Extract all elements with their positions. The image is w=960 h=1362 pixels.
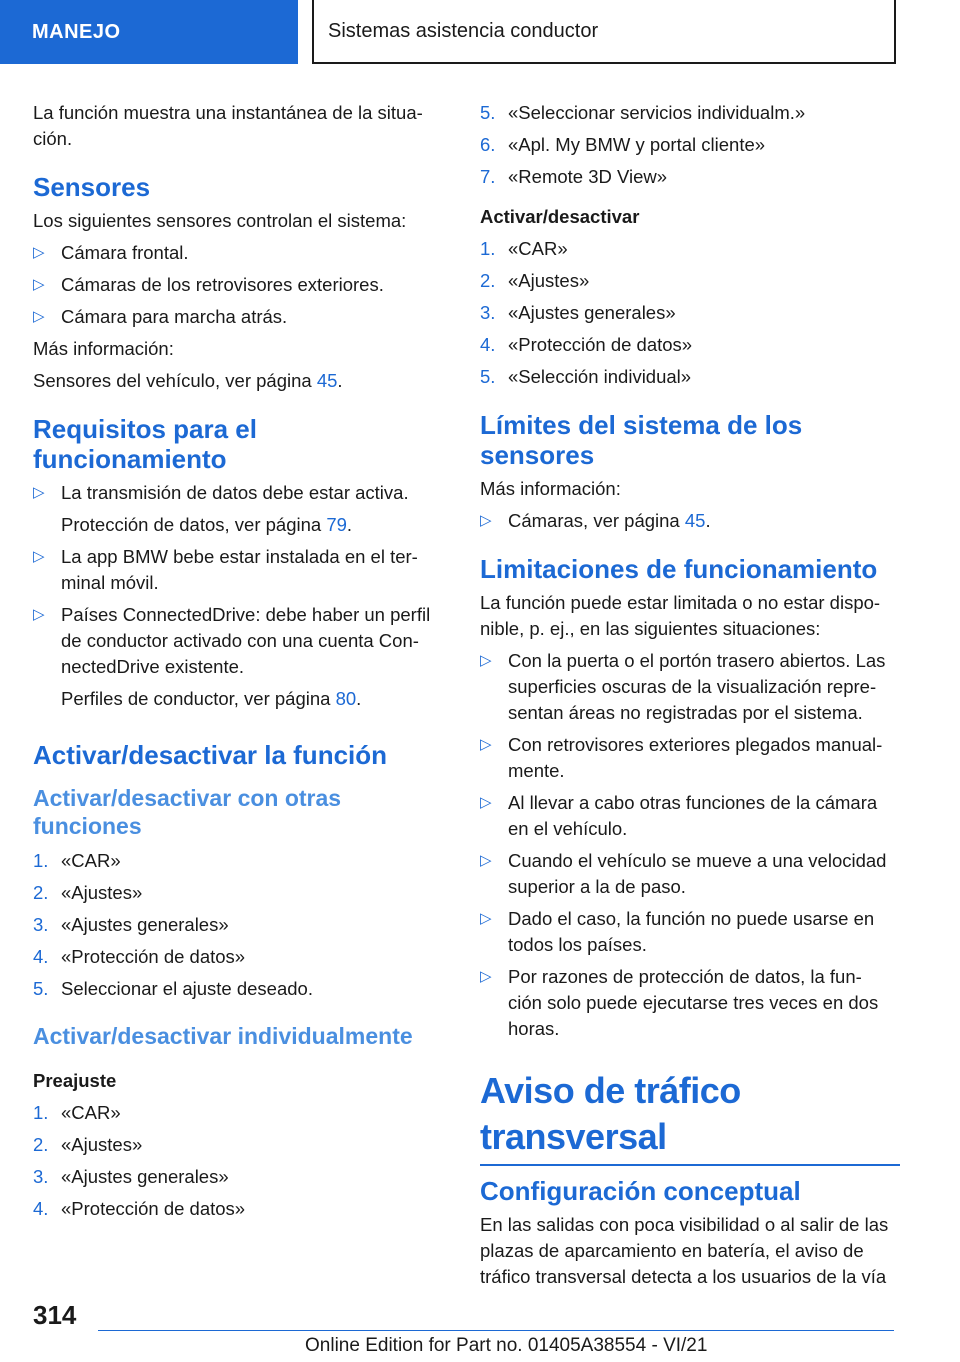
step-item xyxy=(480,364,900,390)
sensores-intro: Los siguientes sensores controlan el sistema: xyxy=(33,210,407,231)
page-link[interactable]: 79 xyxy=(326,514,347,535)
more-info-ref: Sensores del vehículo, ver página 45. xyxy=(33,370,343,391)
triangle-bullet-icon: ▷ xyxy=(480,652,492,669)
continued-steps xyxy=(480,100,900,190)
step-number: 5. xyxy=(480,102,496,123)
step-number: 2. xyxy=(33,1134,49,1155)
step-text: «Protección de datos» xyxy=(61,1198,246,1219)
requisitos-list xyxy=(33,480,443,506)
step-item xyxy=(480,236,900,262)
limites-list xyxy=(480,508,900,534)
aviso-heading: Aviso de tráfico transversal xyxy=(480,1068,900,1166)
list-item: ▷ Cámaras de los retrovisores exteriores. xyxy=(33,272,443,298)
step-number: 4. xyxy=(33,946,49,967)
right-column xyxy=(480,100,900,1296)
limitaciones-heading: Limitaciones de funcionamiento xyxy=(480,554,878,584)
step-item xyxy=(480,132,900,158)
step-text: «Ajustes generales» xyxy=(61,1166,229,1187)
list-item xyxy=(480,964,900,1042)
step-number: 2. xyxy=(33,882,49,903)
step-text: «CAR» xyxy=(61,850,121,871)
step-text: «Protección de datos» xyxy=(508,334,693,355)
step-text: «Ajustes» xyxy=(61,1134,143,1155)
list-item-text: Con la puerta o el portón trasero abiertos. Las superficies oscuras de la visualización repre‑ sentan áreas no registradas por el sistema. xyxy=(508,650,886,723)
step-item xyxy=(33,976,443,1002)
triangle-bullet-icon: ▷ xyxy=(480,736,492,753)
step-item xyxy=(33,912,443,938)
step-item xyxy=(480,100,900,126)
footer-edition: Online Edition for Part no. 01405A38554 - VI/21 xyxy=(305,1335,708,1356)
step-item xyxy=(480,164,900,190)
step-number: 6. xyxy=(480,134,496,155)
step-text: «CAR» xyxy=(508,238,568,259)
list-item: ▷ La transmisión de datos debe estar activa. xyxy=(33,480,443,506)
triangle-bullet-icon: ▷ xyxy=(33,276,45,293)
sensores-heading: Sensores xyxy=(33,172,151,202)
activar-heading: Activar/desactivar la función xyxy=(33,740,388,770)
page-link[interactable]: 80 xyxy=(335,688,357,709)
list-item: ▷ Cámara para marcha atrás. xyxy=(33,304,443,330)
footer-divider xyxy=(98,1330,894,1331)
step-text: «Selección individual» xyxy=(508,366,692,387)
step-text: «Apl. My BMW y portal cliente» xyxy=(508,134,766,155)
limites-heading: Límites del sistema de los sensores xyxy=(480,410,803,470)
triangle-bullet-icon: ▷ xyxy=(33,244,45,261)
step-text: «Ajustes generales» xyxy=(61,914,229,935)
step-text: «Remote 3D View» xyxy=(508,166,668,187)
step-text: «Seleccionar servicios individualm.» xyxy=(508,102,806,123)
list-item: ▷ La app BMW bebe estar instalada en el ter‑ minal móvil. xyxy=(33,546,418,593)
step-number: 7. xyxy=(480,166,496,187)
activar-individual-heading: Activar/desactivar individualmente xyxy=(33,1023,413,1049)
triangle-bullet-icon: ▷ xyxy=(480,968,492,985)
step-item xyxy=(33,880,443,906)
step-number: 2. xyxy=(480,270,496,291)
toggle-steps xyxy=(480,236,900,390)
step-text: «Ajustes generales» xyxy=(508,302,676,323)
cross-reference: Perfiles de conductor, ver página 80. xyxy=(61,688,362,709)
limitaciones-list xyxy=(480,648,900,1042)
activar-otras-steps xyxy=(33,848,443,1002)
step-number: 1. xyxy=(33,1102,49,1123)
page-link[interactable]: 45 xyxy=(316,370,338,391)
step-text: «Ajustes» xyxy=(61,882,143,903)
configuracion-heading: Configuración conceptual xyxy=(480,1176,801,1206)
list-item: ▷ Países ConnectedDrive: debe haber un perfil de conductor activado con una cuenta Con‑ nectedDrive existente. xyxy=(33,604,431,677)
more-info-label: Más información: xyxy=(33,338,174,359)
step-item xyxy=(33,944,443,970)
section-header: Sistemas asistencia conductor xyxy=(312,0,896,64)
more-info-label: Más información: xyxy=(480,478,621,499)
step-text: «CAR» xyxy=(61,1102,121,1123)
step-number: 3. xyxy=(33,1166,49,1187)
step-item xyxy=(480,300,900,326)
step-item xyxy=(33,1164,443,1190)
triangle-bullet-icon: ▷ xyxy=(480,910,492,927)
step-item xyxy=(480,332,900,358)
step-number: 1. xyxy=(33,850,49,871)
limitaciones-intro: La función puede estar limitada o no estar dispo‑ nible, p. ej., en las siguientes situaciones: xyxy=(480,592,881,639)
list-item xyxy=(480,906,900,958)
list-item-text: Con retrovisores exteriores plegados manual‑ mente. xyxy=(508,734,883,781)
toggle-heading: Activar/desactivar xyxy=(480,206,640,227)
page-link[interactable]: 45 xyxy=(684,510,706,531)
step-number: 3. xyxy=(480,302,496,323)
sensores-list xyxy=(33,240,443,330)
step-text: «Protección de datos» xyxy=(61,946,246,967)
list-item xyxy=(480,790,900,842)
list-item xyxy=(480,648,900,726)
list-item xyxy=(480,732,900,784)
preajuste-steps xyxy=(33,1100,443,1222)
requisitos-list-cont xyxy=(33,544,443,680)
list-item: ▷ Cámara frontal. xyxy=(33,240,443,266)
step-text: Seleccionar el ajuste deseado. xyxy=(61,978,313,999)
requisitos-heading: Requisitos para el funcionamiento xyxy=(33,414,257,474)
triangle-bullet-icon: ▷ xyxy=(480,852,492,869)
list-item-text: Al llevar a cabo otras funciones de la cámara en el vehículo. xyxy=(508,792,878,839)
step-item xyxy=(480,268,900,294)
aviso-paragraph: En las salidas con poca visibilidad o al salir de las plazas de aparcamiento en batería, el aviso de tráfico transversal detecta a los usuarios de la vía xyxy=(480,1214,889,1287)
list-item-text: Dado el caso, la función no puede usarse en todos los países. xyxy=(508,908,875,955)
step-item xyxy=(33,1132,443,1158)
step-text: «Ajustes» xyxy=(508,270,590,291)
list-item-text: Por razones de protección de datos, la fun‑ ción solo puede ejecutarse tres veces en dos horas. xyxy=(508,966,879,1039)
left-column xyxy=(33,100,443,1228)
step-number: 3. xyxy=(33,914,49,935)
page-number: 314 xyxy=(33,1300,77,1330)
step-number: 5. xyxy=(33,978,49,999)
triangle-bullet-icon: ▷ xyxy=(33,548,45,565)
triangle-bullet-icon: ▷ xyxy=(33,484,45,501)
step-number: 4. xyxy=(480,334,496,355)
triangle-bullet-icon: ▷ xyxy=(33,308,45,325)
step-number: 4. xyxy=(33,1198,49,1219)
chapter-tab: MANEJO xyxy=(0,0,298,64)
activar-otras-heading: Activar/desactivar con otras funciones xyxy=(33,785,342,839)
preajuste-heading: Preajuste xyxy=(33,1070,117,1091)
step-number: 5. xyxy=(480,366,496,387)
list-item xyxy=(480,848,900,900)
step-item xyxy=(33,1100,443,1126)
list-item: ▷ Cámaras, ver página 45. xyxy=(480,508,900,534)
intro-paragraph: La función muestra una instantánea de la situa‑ ción. xyxy=(33,102,423,149)
step-item xyxy=(33,1196,443,1222)
list-item-text: Cuando el vehículo se mueve a una velocidad superior a la de paso. xyxy=(508,850,887,897)
step-item xyxy=(33,848,443,874)
triangle-bullet-icon: ▷ xyxy=(480,794,492,811)
step-number: 1. xyxy=(480,238,496,259)
triangle-bullet-icon: ▷ xyxy=(480,512,492,529)
triangle-bullet-icon: ▷ xyxy=(33,606,45,623)
cross-reference: Protección de datos, ver página 79. xyxy=(61,514,353,535)
